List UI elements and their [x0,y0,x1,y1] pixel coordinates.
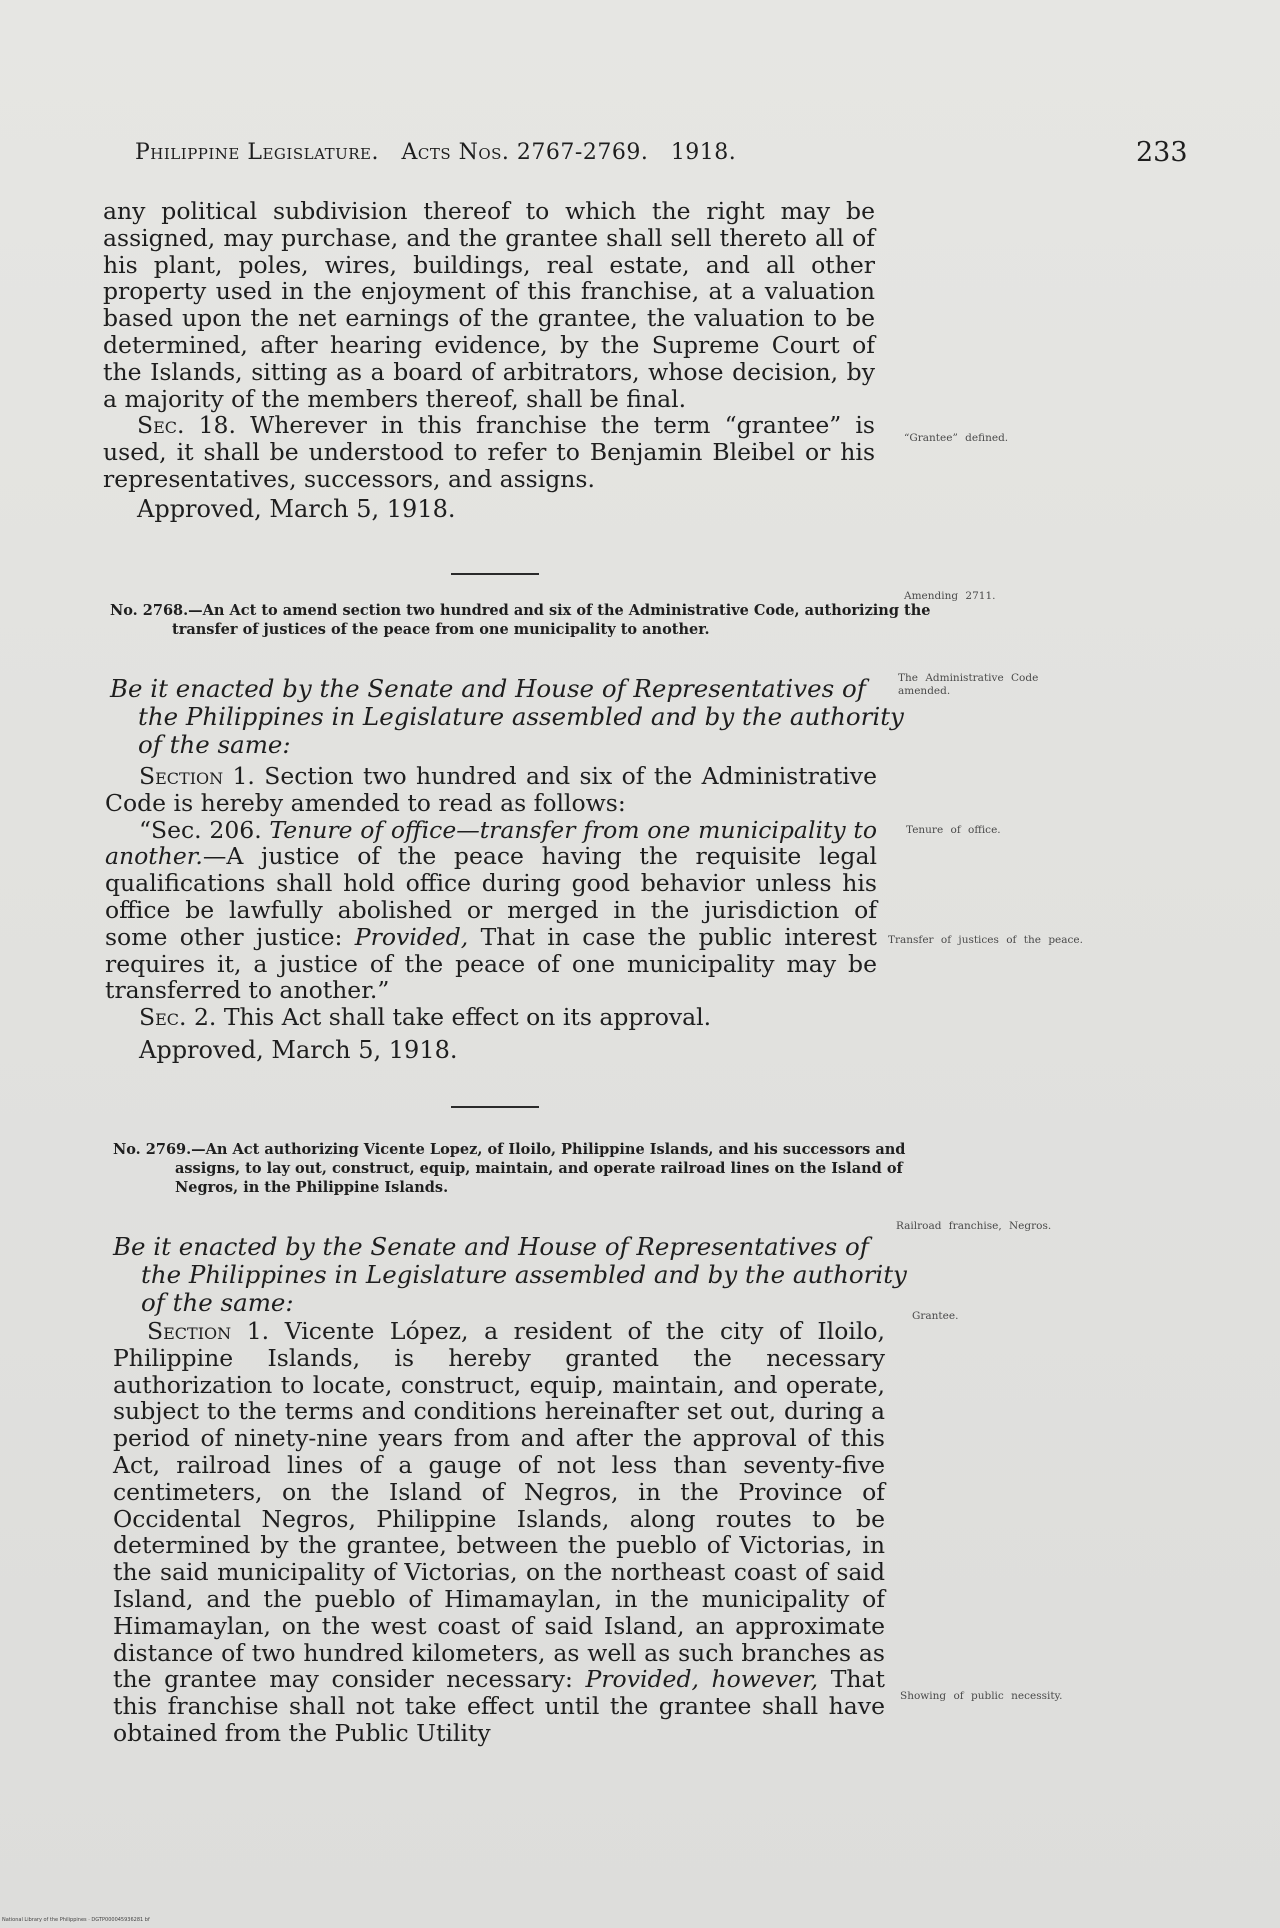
section-1 [105,763,877,817]
section-label: Sec. 2. [139,1003,217,1032]
section-text: Vicente López, a resident of the city of Iloilo, Philippine Islands, is hereby granted the necessary authorization to locate, construct, equip, maintain, and operate, subject to the terms and conditions hereinafter set out, during a period of ninety-nine years from and after the approval of this Act, railroad lines of a gauge of not less than seventy-five centimeters, on the Island of Negros, in the Province of Occidental Negros, Philippine Islands, along routes to be determined by the grantee, between the pueblo of Victorias, in the said municipality of Victorias, on the northeast coast of said Island, and the pueblo of Himamaylan, in the municipality of Himamaylan, on the west coast of said Island, an approximate distance of two hundred kilometers, as well as such branches as the grantee may consider necessary: [113,1317,885,1694]
act2769-body [113,1318,885,1747]
header-acts: Acts Nos. 2767-2769. [401,140,649,165]
quote-start: “Sec. 206. [139,815,270,844]
provided-word: Provided, [354,922,469,951]
act-title: —An Act authorizing Vicente Lopez, of Iloilo, Philippine Islands, and his successors and assigns, to lay out, construct, equip, maintain, and operate railroad lines on the Island of Negros, in the Philippine Islands. [175,1141,906,1196]
section-label: Section 1. [147,1317,270,1345]
paragraph: any political subdivision thereof to which the right may be assigned, may purchase, and the grantee shall sell thereto all of his plant, poles, wires, buildings, real estate, and all other property used in the enjoyment of this franchise, at a valuation based upon the net earnings of the grantee, the valuation to be determined, after hearing evidence, by the Supreme Court of the Islands, sitting as a board of arbitrators, whose decision, by a majority of the members thereof, shall be final. [103,197,875,413]
section-2 [105,1004,877,1031]
act2768-body [105,763,877,1064]
margin-note-admin-code: The Administrative Code amended. [898,672,1039,697]
section-text: Section two hundred and six of the Administrative Code is hereby amended to read as follows: [105,762,877,817]
approved-line: Approved, March 5, 1918. [137,494,456,523]
digitization-footer: National Library of the Philippines · DGTP000045936281 bf [2,1917,150,1923]
section-divider [451,1106,539,1108]
margin-note-grantee-defined: “Grantee” defined. [904,432,1009,444]
act2768-enacting-clause: Be it enacted by the Senate and House of Representatives of the Philippines in Legislature assembled and by the authority of the same: [110,674,904,759]
amended-section-206 [105,817,877,1005]
act2769-enacting-clause: Be it enacted by the Senate and House of Representatives of the Philippines in Legislature assembled and by the authority of the same: [113,1232,907,1317]
act-number: No. 2768. [110,602,189,619]
section-text-tail: That this franchise shall not take effect until the grantee shall have obtained from the Public Utility [113,1665,885,1747]
quote-text: That in case the public interest requires it, a justice of the peace of one municipality may be transferred to another.” [105,922,877,1005]
section-1 [113,1318,885,1747]
margin-note-grantee: Grantee. [912,1310,959,1322]
section-text: This Act shall take effect on its approval. [216,1003,712,1032]
margin-note-amending: Amending 2711. [904,590,996,602]
margin-note-railroad: Railroad franchise, Negros. [896,1220,1052,1232]
section-18 [103,412,875,492]
section-label: Section 1. [139,762,255,790]
act2767-continuation [103,198,875,523]
page-number: 233 [1136,137,1188,168]
section-divider [451,573,539,575]
act2768-title [110,601,942,639]
approved-line: Approved, March 5, 1918. [139,1035,458,1064]
margin-note-transfer: Transfer of justices of the peace. [888,934,1083,946]
quote-text: —A justice of the peace having the requisite legal qualifications shall hold office during good behavior unless his office be lawfully abolished or merged in the jurisdiction of some other justice: [105,842,877,951]
act2769-title [113,1140,947,1197]
act-number: No. 2769. [113,1141,192,1158]
provided-words: Provided, however, [585,1665,819,1694]
header-legislature: Philippine Legislature. [135,140,379,165]
header-year: 1918. [670,140,737,165]
margin-note-showing: Showing of public necessity. [900,1690,1063,1702]
quote-heading: Tenure of office—transfer from one municipality to another. [105,815,877,871]
running-header [135,140,736,165]
section-label: Sec. 18. [137,411,236,440]
act-title: —An Act to amend section two hundred and six of the Administrative Code, authorizing the transfer of justices of the peace from one municipality to another. [172,602,931,638]
margin-note-tenure: Tenure of office. [906,824,1001,836]
section-text: Wherever in this franchise the term “grantee” is used, it shall be understood to refer to Benjamin Bleibel or his representatives, successors, and assigns. [103,411,875,493]
